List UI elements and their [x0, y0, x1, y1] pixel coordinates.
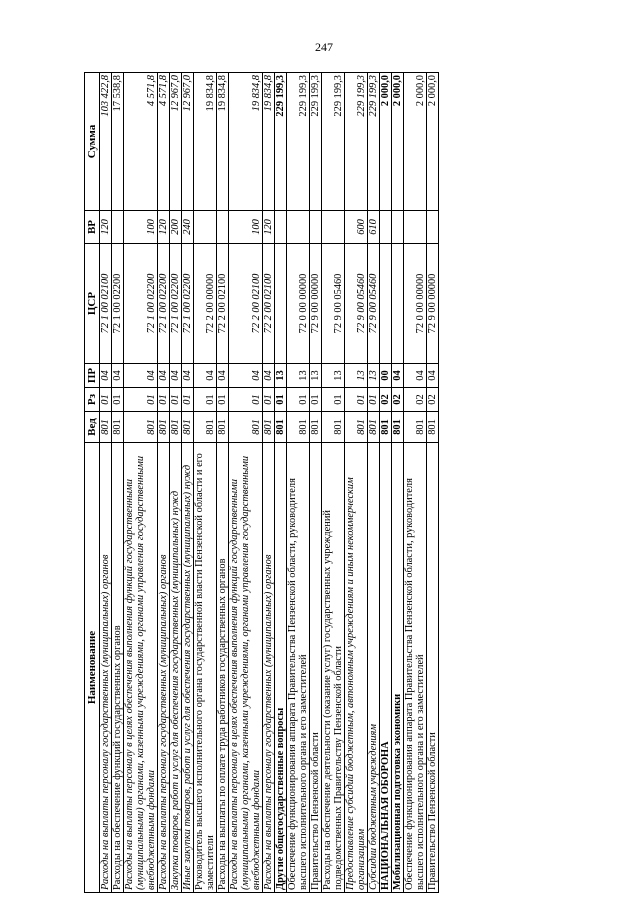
cell-rz: 01 [194, 388, 217, 412]
cell-pr: 04 [194, 364, 217, 388]
cell-csr: 72 2 00 02100 [263, 244, 275, 364]
cell-rz: 01 [287, 388, 310, 412]
page-number: 247 [315, 40, 333, 54]
cell-rz: 01 [112, 388, 124, 412]
table-row [217, 73, 229, 893]
cell-pr: 04 [100, 364, 112, 388]
table-row [275, 73, 287, 893]
cell-ved: 801 [158, 412, 170, 443]
cell-sum: 19 834,8 [194, 73, 217, 211]
cell-name: Иные закупки товаров, работ и услуг для обеспечения государственных (муниципальных) нужд [182, 443, 194, 893]
cell-pr: 04 [392, 364, 404, 388]
table-row [229, 73, 263, 893]
cell-sum: 229 199,3 [322, 73, 345, 211]
cell-ved: 801 [345, 412, 368, 443]
cell-csr: 72 2 00 02100 [217, 244, 229, 364]
cell-rz: 01 [368, 388, 380, 412]
cell-pr: 04 [170, 364, 182, 388]
cell-csr [380, 244, 392, 364]
table-row [427, 73, 439, 893]
cell-vr: 600 [345, 211, 368, 244]
cell-pr: 04 [112, 364, 124, 388]
header-ved: Вед [85, 412, 100, 443]
cell-pr: 04 [427, 364, 439, 388]
cell-ved: 801 [124, 412, 158, 443]
cell-sum: 2 000,0 [404, 73, 427, 211]
cell-csr: 72 1 00 02200 [182, 244, 194, 364]
cell-rz: 01 [275, 388, 287, 412]
cell-vr [287, 211, 310, 244]
cell-ved: 801 [182, 412, 194, 443]
cell-csr: 72 2 00 00000 [194, 244, 217, 364]
cell-vr [380, 211, 392, 244]
cell-sum: 19 834,8 [229, 73, 263, 211]
cell-rz: 02 [380, 388, 392, 412]
cell-vr: 120 [100, 211, 112, 244]
cell-csr: 72 9 00 00000 [310, 244, 322, 364]
cell-sum: 12 967,0 [182, 73, 194, 211]
cell-csr: 72 9 00 05460 [345, 244, 368, 364]
cell-pr: 04 [404, 364, 427, 388]
cell-name: Предоставление субсидий бюджетным, автономным учреждениям и иным некоммерческим организациям [345, 443, 368, 893]
cell-csr: 72 1 00 02200 [158, 244, 170, 364]
table-row [170, 73, 182, 893]
cell-sum: 229 199,3 [345, 73, 368, 211]
cell-vr: 240 [182, 211, 194, 244]
cell-ved: 801 [275, 412, 287, 443]
table-row [112, 73, 124, 893]
cell-ved: 801 [287, 412, 310, 443]
cell-sum: 229 199,3 [287, 73, 310, 211]
cell-ved: 801 [380, 412, 392, 443]
cell-vr [275, 211, 287, 244]
table-row [392, 73, 404, 893]
cell-name: Мобилизационная подготовка экономики [392, 443, 404, 893]
cell-rz: 01 [100, 388, 112, 412]
cell-rz: 01 [182, 388, 194, 412]
cell-vr: 120 [263, 211, 275, 244]
cell-name: Расходы на обеспечение функций государственных органов [112, 443, 124, 893]
cell-pr: 13 [275, 364, 287, 388]
cell-rz: 01 [217, 388, 229, 412]
cell-rz: 01 [310, 388, 322, 412]
cell-csr: 72 9 00 05460 [322, 244, 345, 364]
cell-csr: 72 1 00 02100 [100, 244, 112, 364]
cell-pr: 13 [368, 364, 380, 388]
cell-ved: 801 [404, 412, 427, 443]
cell-csr: 72 0 00 00000 [287, 244, 310, 364]
table-row [310, 73, 322, 893]
cell-ved: 801 [194, 412, 217, 443]
cell-sum: 2 000,0 [380, 73, 392, 211]
cell-sum: 17 538,8 [112, 73, 124, 211]
cell-csr: 72 0 00 00000 [404, 244, 427, 364]
cell-ved: 801 [112, 412, 124, 443]
cell-vr [112, 211, 124, 244]
cell-csr: 72 1 00 02200 [112, 244, 124, 364]
cell-vr [194, 211, 217, 244]
cell-sum: 2 000,0 [427, 73, 439, 211]
cell-rz: 01 [345, 388, 368, 412]
cell-ved: 801 [170, 412, 182, 443]
header-name: Наименование [85, 443, 100, 893]
cell-vr [322, 211, 345, 244]
cell-name: Расходы на обеспечение деятельности (оказание услуг) государственных учреждений подведомственных Правительству Пензенской области [322, 443, 345, 893]
cell-vr: 100 [124, 211, 158, 244]
cell-name: Расходы на выплаты персоналу государственных (муниципальных) органов [263, 443, 275, 893]
table-row [345, 73, 368, 893]
cell-vr: 120 [158, 211, 170, 244]
cell-csr: 72 9 00 00000 [427, 244, 439, 364]
cell-csr: 72 1 00 02200 [170, 244, 182, 364]
cell-name: Обеспечение функционирования аппарата Правительства Пензенской области, руководителя высшего исполнительного органа и его заместителей [287, 443, 310, 893]
table-row [368, 73, 380, 893]
cell-rz: 02 [404, 388, 427, 412]
cell-sum: 12 967,0 [170, 73, 182, 211]
header-pr: ПР [85, 364, 100, 388]
cell-name: Правительство Пензенской области [427, 443, 439, 893]
cell-vr: 200 [170, 211, 182, 244]
cell-name: Руководитель высшего исполнительного органа государственной власти Пензенской области и его заместители [194, 443, 217, 893]
cell-csr [392, 244, 404, 364]
cell-rz: 01 [170, 388, 182, 412]
header-rz: Рз [85, 388, 100, 412]
cell-name: Расходы на выплаты персоналу в целях обеспечения выполнения функций государственными (муниципальными) органами, казенными учреждениями, органами управления государственными внебюджетными фондами [124, 443, 158, 893]
header-csr: ЦСР [85, 244, 100, 364]
cell-name: Закупка товаров, работ и услуг для обеспечения государственных (муниципальных) нужд [170, 443, 182, 893]
cell-rz: 01 [124, 388, 158, 412]
cell-pr: 04 [263, 364, 275, 388]
cell-name: Расходы на выплаты персоналу государственных (муниципальных) органов [158, 443, 170, 893]
cell-vr [217, 211, 229, 244]
cell-name: НАЦИОНАЛЬНАЯ ОБОРОНА [380, 443, 392, 893]
cell-name: Расходы на выплаты персоналу государственных (муниципальных) органов [100, 443, 112, 893]
cell-ved: 801 [310, 412, 322, 443]
cell-name: Расходы на выплаты по оплате труда работников государственных органов [217, 443, 229, 893]
table-row [100, 73, 112, 893]
cell-ved: 801 [100, 412, 112, 443]
cell-ved: 801 [427, 412, 439, 443]
cell-sum: 4 571,8 [158, 73, 170, 211]
cell-csr [275, 244, 287, 364]
cell-pr: 04 [124, 364, 158, 388]
header-vr: ВР [85, 211, 100, 244]
cell-sum: 229 199,3 [275, 73, 287, 211]
cell-rz: 01 [263, 388, 275, 412]
cell-name: Расходы на выплаты персоналу в целях обеспечения выполнения функций государственными (муниципальными) органами, казенными учреждениями, органами управления государственными внебюджетными фондами [229, 443, 263, 893]
cell-vr: 100 [229, 211, 263, 244]
table-body [100, 73, 439, 893]
cell-pr: 13 [287, 364, 310, 388]
cell-sum: 229 199,3 [368, 73, 380, 211]
cell-sum: 103 422,8 [100, 73, 112, 211]
cell-csr: 72 1 00 02200 [124, 244, 158, 364]
budget-table-rotated [84, 73, 552, 893]
cell-rz: 02 [427, 388, 439, 412]
cell-name: Правительство Пензенской области [310, 443, 322, 893]
cell-pr: 13 [322, 364, 345, 388]
cell-csr: 72 2 00 02100 [229, 244, 263, 364]
header-sum: Сумма [85, 73, 100, 211]
cell-pr: 04 [217, 364, 229, 388]
cell-pr: 13 [345, 364, 368, 388]
cell-sum: 19 834,8 [263, 73, 275, 211]
cell-sum: 19 834,8 [217, 73, 229, 211]
cell-ved: 801 [322, 412, 345, 443]
header-row [85, 73, 100, 893]
budget-table [84, 72, 439, 893]
cell-name: Субсидии бюджетным учреждениям [368, 443, 380, 893]
table-row [158, 73, 170, 893]
table-row [182, 73, 194, 893]
cell-vr [427, 211, 439, 244]
cell-vr [404, 211, 427, 244]
cell-csr: 72 9 00 05460 [368, 244, 380, 364]
cell-sum: 2 000,0 [392, 73, 404, 211]
cell-rz: 02 [392, 388, 404, 412]
cell-sum: 229 199,3 [310, 73, 322, 211]
table-row [263, 73, 275, 893]
cell-pr: 13 [310, 364, 322, 388]
cell-name: Другие общегосударственные вопросы [275, 443, 287, 893]
cell-pr: 04 [182, 364, 194, 388]
table-row [194, 73, 217, 893]
table-row [124, 73, 158, 893]
cell-ved: 801 [229, 412, 263, 443]
cell-name: Обеспечение функционирования аппарата Правительства Пензенской области, руководителя высшего исполнительного органа и его заместителей [404, 443, 427, 893]
cell-pr: 04 [158, 364, 170, 388]
cell-vr [310, 211, 322, 244]
cell-pr: 04 [229, 364, 263, 388]
cell-ved: 801 [392, 412, 404, 443]
table-row [404, 73, 427, 893]
cell-ved: 801 [368, 412, 380, 443]
table-row [287, 73, 310, 893]
cell-rz: 01 [229, 388, 263, 412]
cell-ved: 801 [263, 412, 275, 443]
cell-sum: 4 571,8 [124, 73, 158, 211]
cell-pr: 00 [380, 364, 392, 388]
cell-vr [392, 211, 404, 244]
table-row [322, 73, 345, 893]
cell-ved: 801 [217, 412, 229, 443]
table-row [380, 73, 392, 893]
cell-vr: 610 [368, 211, 380, 244]
cell-rz: 01 [322, 388, 345, 412]
cell-rz: 01 [158, 388, 170, 412]
